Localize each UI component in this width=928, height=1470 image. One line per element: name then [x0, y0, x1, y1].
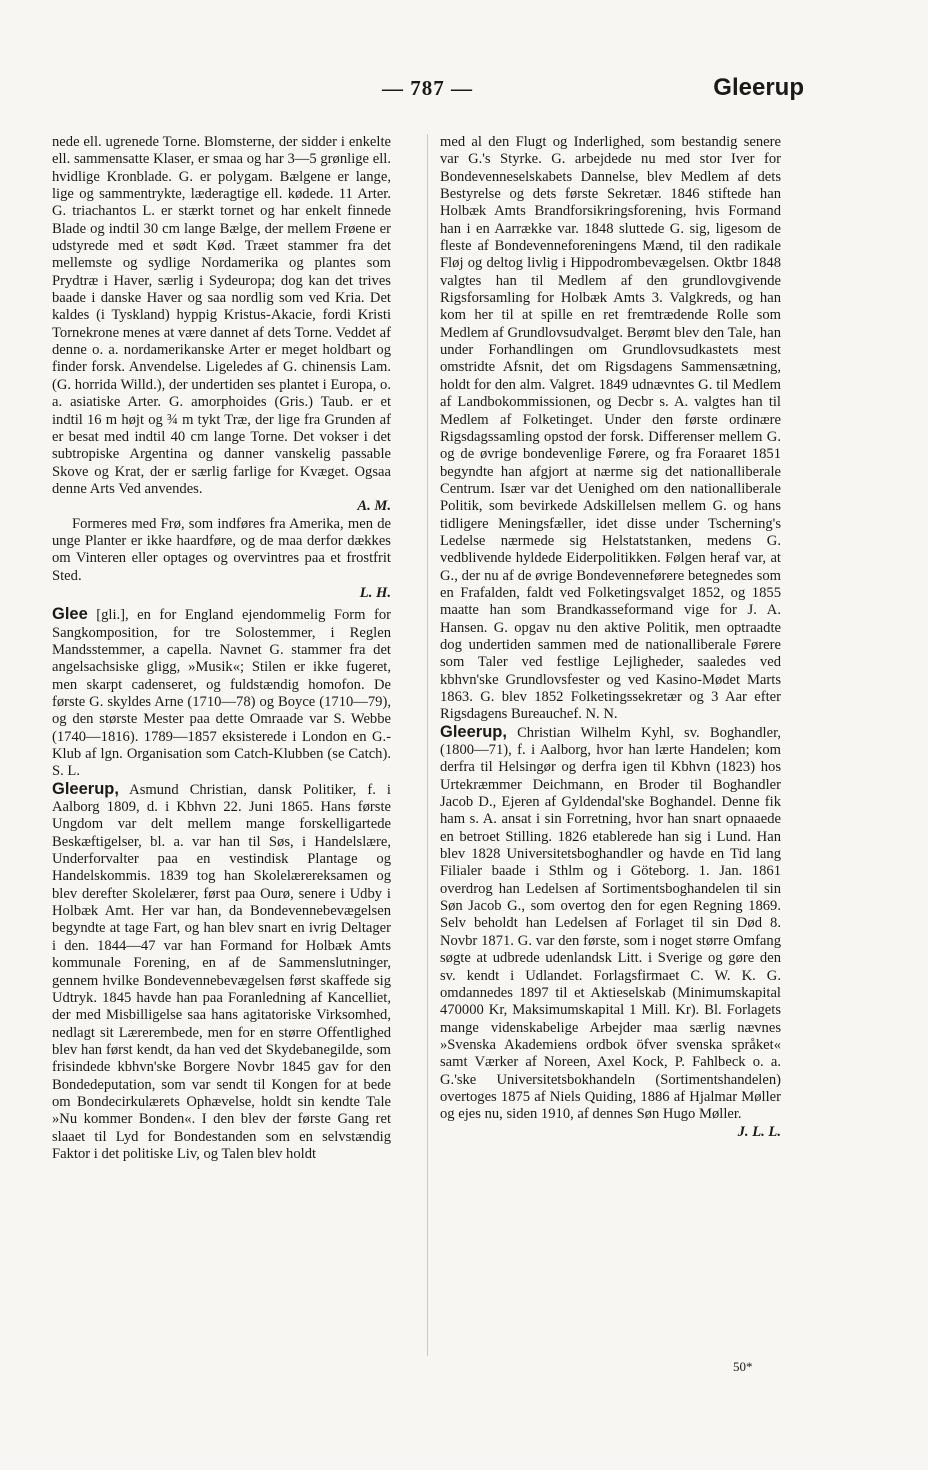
entry-gleerup-asmund [52, 781, 391, 1164]
running-head: Gleerup [713, 74, 804, 101]
entry-glee-text: [gli.], en for England ejendommelig Form for Sangkomposition, for tre Solostemmer, i Reglen Mandsstemmer, a capella. Navnet G. stammer fra det angelsachsiske gligg, »Musik«; Stilen er ikke fugeret, men skarpt cadenseret, og fuldstændig homofon. De første G. skyldes Arne (1710—78) og Boyce (1710—79), og den største Mester paa dette Omraade var S. Webbe (1740—1816). 1789—1857 eksisterede i London en G.-Klub af lgn. Organisation som Catch-Klubben (se Catch). S. L. [52, 607, 391, 780]
paragraph-gleditschia-continued: nede ell. ugrenede Torne. Blomsterne, der sidder i enkelte ell. sammensatte Klaser, er smaa og har 3—5 grønlige ell. hvidlige Kronblade. G. er polygam. Bælgene er lange, lige og sammentrykte, læderagtige ell. kødede. 11 Arter. G. triachantos L. er stærkt tornet og har enkelt finnede Blade og indtil 30 cm lange Bælge, der mellem Frøene er udstyrede med et sødt Kød. Træet stammer fra det mellemste og sydlige Nordamerika og plantes som Prydtræ i Haver, særlig i Sydeuropa; dog kan det trives baade i danske Haver og saa nordlig som ved Kria. Det kaldes (i Tyskland) hyppig Kristus-Akacie, fordi Kristi Tornekrone menes at være dannet af dets Torne. Veddet af denne o. a. nordamerikanske Arter er meget holdbart og finder forsk. Anvendelse. Ligeledes af G. chinensis Lam. (G. horrida Willd.), der undertiden ses plantet i Europa, o. a. asiatiske Arter. G. amorphoides (Gris.) Taub. er et indtil 16 m højt og ¾ m tykt Træ, der lige fra Grunden af er besat med indtil 40 cm lange Torne. Det vokser i det subtropiske Argentina og danner vanskelig passable Skove og Krat, der er særlig farlige for Kvæget. Ogsaa denne Arts Ved anvendes. [52, 134, 391, 497]
entry-glee-headword: Glee [52, 605, 88, 624]
paragraph-propagation: Formeres med Frø, som indføres fra Amerika, men de unge Planter er ikke haardføre, og de maa derfor dækkes om Vinteren eller optages og overvintres paa et frostfrit Sted. [52, 515, 391, 584]
left-column [52, 134, 391, 1163]
entry-glee [52, 606, 391, 780]
entry-gleerup-asmund-headword: Gleerup, [52, 779, 119, 798]
entry-gleerup-christian-text: Christian Wilhelm Kyhl, sv. Boghandler, (1800—71), f. i Aalborg, hvor han lærte Handelen; kom derfra til Helsingør og derfra igen til Kbhvn (1823) hos Urtekræmmer Deichmann, en Broder til Boghandler Jacob D., Ejeren af Gyldendal'ske Boghandel. Denne fik ham s. A. ansat i sin Forretning, hvor han snart opnaaede en betroet Stilling. 1826 etablerede han sig i Lund. Han blev 1828 Universitetsboghandler og havde en Tid lang Filialer baade i Sthlm og i Göteborg. 1. Jan. 1861 overdrog han Ledelsen af Sortimentsboghandelen til sin Søn Jacob G., som overtog den for egen Regning 1869. Selv beholdt han Ledelsen af Forlaget til sin Død 8. Novbr 1871. G. var den første, som i noget større Omfang søgte at udbrede udenlandsk Litt. i Sverige og gøre den sv. kendt i Udlandet. Forlagsfirmaet C. W. K. G. omdannedes 1897 til et Aktieselskab (Minimumskapital 470000 Kr, Maksimumskapital 1 Mill. Kr). Bl. Forlagets mange videnskabelige Arbejder maa særlig nævnes »Svenska Akademiens ordbok öfver svenska språket« samt Værker af Noreen, Axel Kock, P. Fahlbeck o. a. G.'ske Universitetsbokhandeln (Sortimentshandelen) overtoges 1875 af Niels Quiding, 1886 af Hjalmar Møller og ejes nu, siden 1910, af dennes Søn Hugo Møller. [440, 724, 781, 1123]
signature-jll: J. L. L. [737, 1123, 781, 1140]
right-column [440, 134, 781, 1141]
sheet-signature-mark: 50* [733, 1359, 753, 1374]
page-header [52, 76, 804, 106]
signature-lh: L. H. [359, 584, 391, 601]
paragraph-gleerup-asmund-continued: med al den Flugt og Inderlighed, som bestandig senere var G.'s Styrke. G. arbejdede nu med stor Iver for Bondevenneselskabets Dannelse, blev Medlem af dets Bestyrelse og dets første Sekretær. 1846 stiftede han Holbæk Amts Brandforsikringsforening, hvis Formand han i en Aarrække var. 1848 sluttede G. sig, ligesom de fleste af Bondevenneforeningens Mænd, til den radikale Fløj og deltog livlig i Hippodrombevægelsen. Oktbr 1848 valgtes han til Medlem af den grundlovgivende Rigsforsamling for Holbæk Amts 3. Valgkreds, og han kom her til at spille en ret fremtrædende Rolle som Medlem af Grundlovsudvalget. Berømt blev den Tale, han under Forhandlingen om Grundlovsudkastets mest omstridte Afsnit, det om Rigsdagens Sammensætning, holdt for den alm. Valgret. 1849 udnævntes G. til Medlem af Landbokommissionen, og Decbr s. A. valgtes han til Medlem af Folketinget. Under den første ordinære Rigsdagssamling opstod der forsk. Differenser mellem G. og de øvrige bondevenlige Førere, og fra Foraaret 1851 begyndte han afgjort at nærme sig det nationalliberale Centrum. Især var det Uenighed om den nationalliberale Politik, som bevirkede Adskillelsen mellem G. og hans tidligere Meningsfæller, idet disse under Tscherning's Ledelse nærmede sig Helstatstanken, medens G. vedblivende hyldede Eiderpolitikken. Følgen heraf var, at G., der nu af de øvrige Bondevenneførere betegnedes som en Frafalden, faldt ved Folketingsvalget 1852, og 1855 maatte han som Brandkasseformand vige for J. A. Hansen. G. opgav nu den aktive Politik, men optraadte dog undertiden sammen med de nationalliberale Førere som Taler ved festlige Lejligheder, saaledes ved kbhvn'ske Grundlovsfester og ved Kasino-Mødet Marts 1863. G. blev 1852 Folketingssekretær og 3 Aar efter Rigsdagens Bureauchef. N. N. [440, 134, 781, 723]
entry-gleerup-asmund-text: Asmund Christian, dansk Politiker, f. i Aalborg 1809, d. i Kbhvn 22. Juni 1865. Hans første Ungdom var delt mellem mange forskelligartede Beskæftigelser, bl. a. var han til Søs, i Handelslære, Underforvalter paa en vestindisk Plantage og Handelskommis. 1839 tog han Skolelærereksamen og blev derefter Skolelærer, først paa Ourø, senere i Udby i Holbæk Amt. Her var han, da Bondevennebevægelsen begyndte at tage Fart, og han blev snart en ivrig Deltager i den. 1844—47 var han Formand for Holbæk Amts kommunale Forening, en af de Sammenslutninger, gennem hvilke Bondevennebevægelsen først skaffede sig Udtryk. 1845 havde han paa Foranledning af Kancelliet, der med Misbilligelse saa hans agitatoriske Virksomhed, nedlagt sit Lærerembede, men for en større Offentlighed blev han først kendt, da han ved det Skydebanegilde, som frisindede kbhvn'ske Borgere Novbr 1845 gav for den Bondedeputation, som var sendt til Kongen for at bede om Bondecirkulærets Ophævelse, holdt sin kendte Tale »Nu kommer Bonden«. I den blev der første Gang ret slaaet til Lyd for Bondestanden som en selvstændig Faktor i det politiske Liv, og Talen blev holdt [52, 781, 391, 1162]
entry-gleerup-christian-headword: Gleerup, [440, 722, 507, 741]
entry-gleerup-christian [440, 724, 781, 1124]
column-divider [427, 134, 428, 1356]
page-number: — 787 — [382, 76, 473, 100]
signature-am: A. M. [357, 498, 391, 515]
